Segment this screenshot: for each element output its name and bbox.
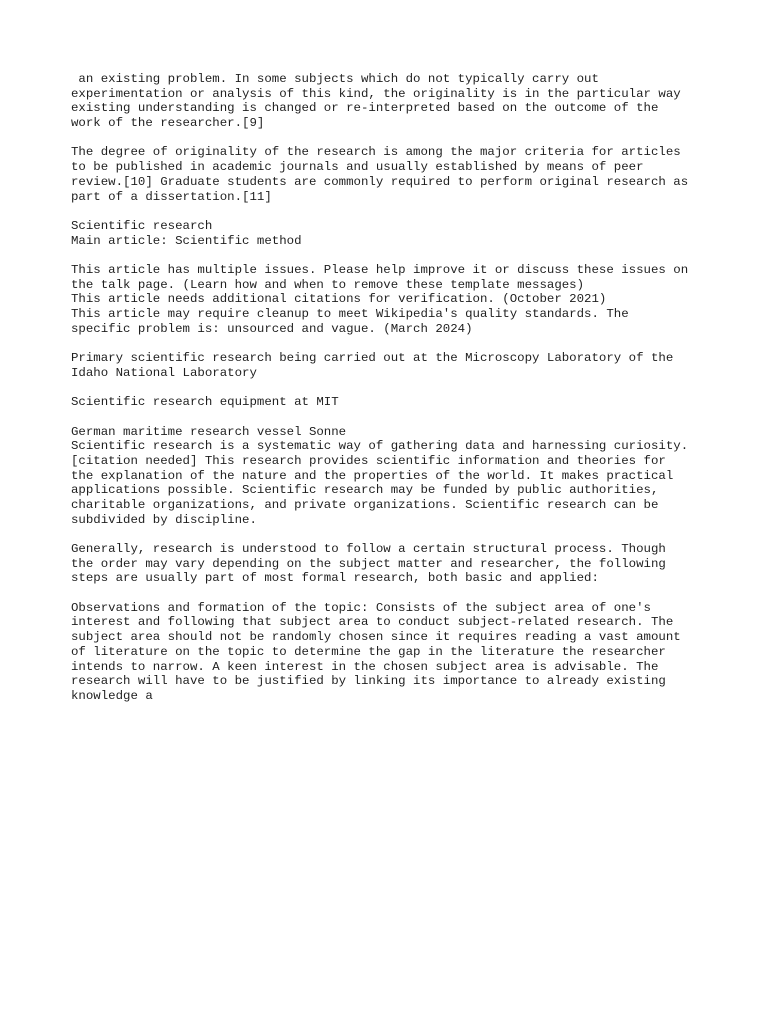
text-line: Primary scientific research being carried out at the Microscopy Laboratory of the xyxy=(71,351,674,366)
text-line: Main article: Scientific method xyxy=(71,233,302,248)
text-line: review.[10] Graduate students are commonly required to perform original research as xyxy=(71,174,689,189)
text-line: interest and following that subject area to conduct subject-related research. The xyxy=(71,615,674,630)
text-line: experimentation or analysis of this kind, the originality is in the particular way xyxy=(71,86,681,101)
text-line: the order may vary depending on the subject matter and researcher, the following xyxy=(71,556,666,571)
text-line: This article has multiple issues. Please help improve it or discuss these issues on xyxy=(71,262,689,277)
text-line: applications possible. Scientific research may be funded by public authorities, xyxy=(71,483,659,498)
text-line: This article may require cleanup to meet Wikipedia's quality standards. The xyxy=(71,307,629,321)
paragraph-observations xyxy=(71,601,731,704)
document-page xyxy=(71,72,731,718)
paragraph-degree-of-originality xyxy=(71,145,731,204)
text-line: This article needs additional citations for verification. (October 2021) xyxy=(71,292,607,307)
text-line: subdivided by discipline. xyxy=(71,512,257,527)
text-line: Idaho National Laboratory xyxy=(71,365,257,380)
text-line: of literature on the topic to determine the gap in the literature the researcher xyxy=(71,644,666,659)
text-line: Observations and formation of the topic: Consists of the subject area of one's xyxy=(71,600,651,615)
text-line: Scientific research xyxy=(71,218,213,233)
paragraph-structural-process xyxy=(71,542,731,586)
text-line: [citation needed] This research provides scientific information and theories for xyxy=(71,453,666,468)
text-line: steps are usually part of most formal research, both basic and applied: xyxy=(71,571,599,586)
text-line: part of a dissertation.[11] xyxy=(71,189,272,204)
text-line: research will have to be justified by linking its importance to already existing xyxy=(71,674,666,689)
text-line: Generally, research is understood to follow a certain structural process. Though xyxy=(71,542,666,556)
text-line: the explanation of the nature and the properties of the world. It makes practical xyxy=(71,468,674,483)
caption-mit-equipment xyxy=(71,395,731,410)
text-line: knowledge a xyxy=(71,688,153,703)
section-heading-scientific-research xyxy=(71,219,731,248)
text-line: subject area should not be randomly chosen since it requires reading a vast amount xyxy=(71,630,681,645)
maintenance-notices xyxy=(71,263,731,336)
text-line: existing understanding is changed or re-interpreted based on the outcome of the xyxy=(71,101,659,116)
text-line: work of the researcher.[9] xyxy=(71,116,265,131)
text-line: The degree of originality of the research is among the major criteria for articles xyxy=(71,145,681,160)
text-line: an existing problem. In some subjects which do not typically carry out xyxy=(71,72,599,86)
caption-microscopy-laboratory xyxy=(71,351,731,380)
text-line: German maritime research vessel Sonne xyxy=(71,424,347,439)
text-line: intends to narrow. A keen interest in the chosen subject area is advisable. The xyxy=(71,659,659,674)
text-line: Scientific research is a systematic way of gathering data and harnessing curiosity. xyxy=(71,439,689,454)
text-line: to be published in academic journals and usually established by means of peer xyxy=(71,160,644,175)
text-line: the talk page. (Learn how and when to remove these template messages) xyxy=(71,277,585,292)
paragraph-originality-continued xyxy=(71,72,731,131)
caption-vessel-and-intro xyxy=(71,425,731,528)
text-line: specific problem is: unsourced and vague. (March 2024) xyxy=(71,321,473,336)
text-line: Scientific research equipment at MIT xyxy=(71,395,339,410)
text-line: charitable organizations, and private organizations. Scientific research can be xyxy=(71,497,659,512)
